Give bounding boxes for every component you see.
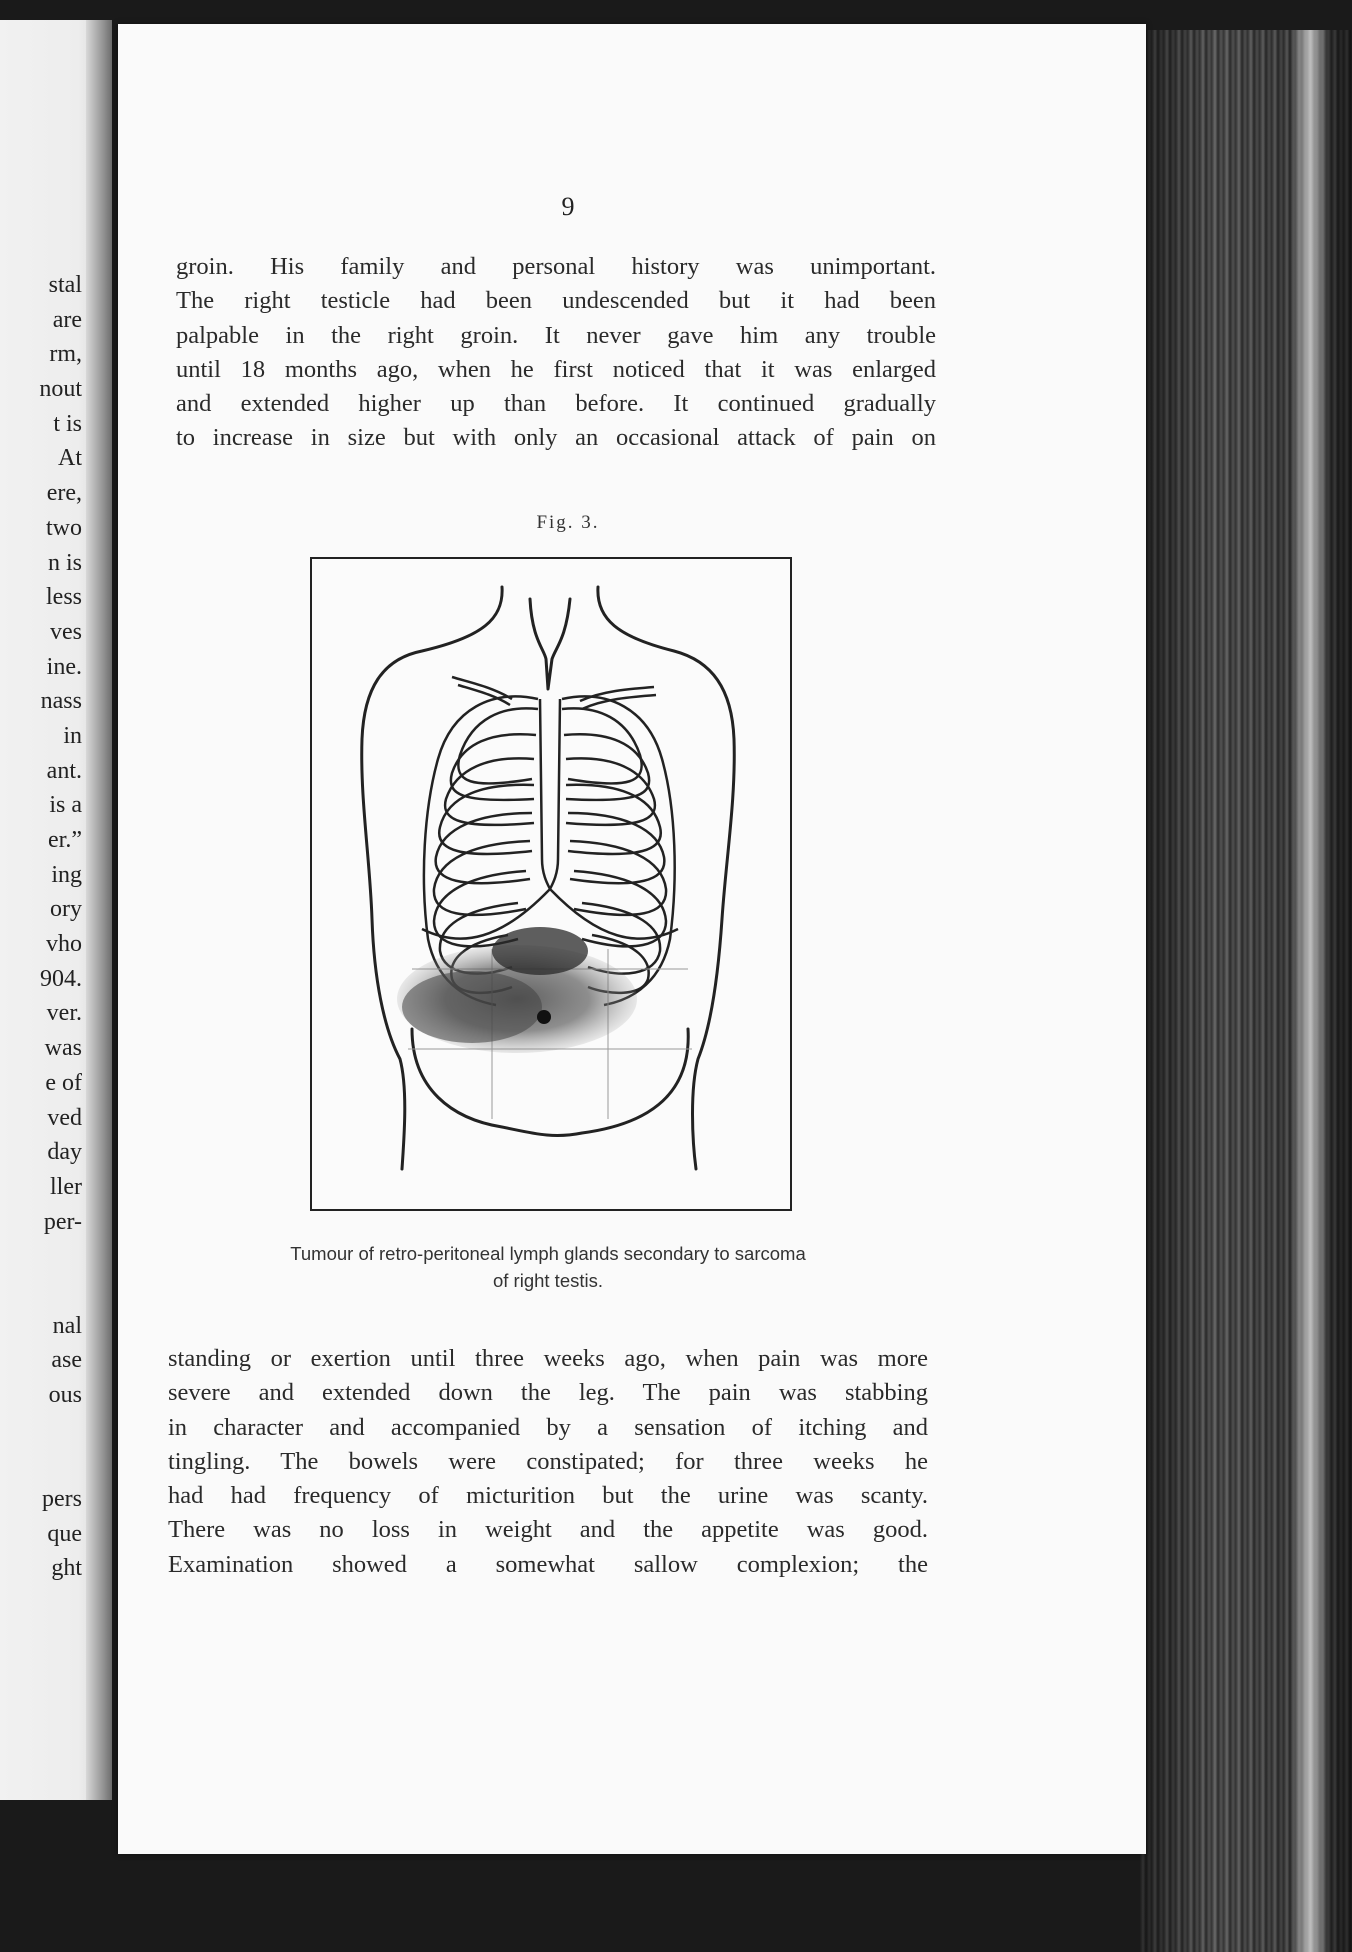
body-text-bottom — [168, 1342, 928, 1582]
left-fragment: is a — [49, 792, 82, 819]
text-line: and extended higher up than before. It continued gradually — [176, 390, 936, 418]
left-fragment: was — [44, 1035, 82, 1062]
umbilicus-mark — [537, 1010, 551, 1024]
torso-illustration — [312, 559, 790, 1209]
sternum — [422, 699, 678, 939]
text-line: to increase in size but with only an occasional attack of pain on — [176, 424, 936, 452]
left-fragment: ase — [51, 1347, 82, 1374]
left-fragment: ine. — [46, 653, 82, 680]
left-fragment: t is — [53, 410, 82, 437]
text-line: palpable in the right groin. It never gave him any trouble — [176, 321, 936, 349]
left-fragment: 904. — [40, 965, 82, 992]
left-fragment: ght — [51, 1555, 82, 1582]
figure-label: Fig. 3. — [536, 512, 600, 533]
left-fragment — [2, 1239, 82, 1274]
left-fragment: ous — [48, 1382, 82, 1408]
left-fragment: ory — [50, 896, 82, 923]
left-fragment: nass — [40, 688, 82, 715]
text-line: There was no loss in weight and the appetite was good. — [168, 1516, 928, 1544]
left-fragment: stal — [48, 272, 82, 298]
text-line: until 18 months ago, when he first noticed that it was enlarged — [176, 355, 936, 383]
text-line: groin. His family and personal history was unimportant. — [176, 253, 936, 280]
tumour-shading — [397, 927, 637, 1053]
anatomical-figure — [310, 557, 792, 1211]
left-fragment: ller — [50, 1173, 82, 1200]
page-gutter-shadow — [86, 20, 112, 1800]
previous-page-edge — [0, 20, 112, 1800]
left-fragment: rm, — [49, 341, 82, 368]
left-fragment: per- — [43, 1208, 82, 1235]
text-line: had had frequency of micturition but the urine was scanty. — [168, 1482, 928, 1510]
left-fragment: ves — [50, 618, 82, 645]
left-fragment — [2, 1274, 82, 1309]
text-line: severe and extended down the leg. The pain was stabbing — [168, 1379, 928, 1407]
left-fragment: ant. — [46, 757, 82, 784]
torso-outline — [362, 587, 735, 1169]
previous-page-text — [2, 268, 82, 1586]
book-page — [118, 24, 1146, 1854]
left-fragment: vho — [46, 931, 82, 958]
caption-line: Tumour of retro-peritoneal lymph glands secondary to sarcoma — [290, 1243, 806, 1264]
text-line: The right testicle had been undescended but it had been — [176, 287, 936, 315]
text-line: tingling. The bowels were constipated; for three weeks he — [168, 1447, 928, 1475]
body-text-top — [176, 250, 936, 456]
left-fragment: day — [47, 1139, 82, 1166]
caption-line: of right testis. — [492, 1270, 603, 1291]
left-fragment: in — [63, 722, 82, 749]
left-fragment: nout — [39, 376, 82, 403]
left-fragment — [2, 1447, 82, 1482]
left-fragment: que — [47, 1520, 82, 1547]
left-fragment: are — [52, 306, 82, 333]
left-fragment: e of — [45, 1069, 82, 1096]
book-page-edges — [1140, 30, 1352, 1952]
left-fragment: n is — [47, 549, 82, 576]
text-line: Examination showed a somewhat sallow complexion; the — [168, 1550, 928, 1578]
left-fragment — [2, 1413, 82, 1448]
left-fragment: two — [46, 514, 82, 541]
text-line: standing or exertion until three weeks ago, when pain was more — [168, 1345, 928, 1372]
figure-caption — [198, 1240, 898, 1294]
left-fragment: ver. — [46, 1000, 82, 1027]
left-fragment: er.” — [48, 827, 82, 853]
left-fragment: less — [46, 584, 82, 611]
left-fragment: ved — [47, 1104, 82, 1131]
left-fragment: ere, — [46, 480, 82, 507]
left-fragment: At — [58, 445, 82, 472]
left-fragment: pers — [42, 1486, 82, 1513]
edge-highlight — [1290, 30, 1330, 1952]
page-number: 9 — [561, 192, 575, 221]
left-fragment: ing — [51, 861, 82, 888]
left-fragment: nal — [52, 1312, 82, 1339]
text-line: in character and accompanied by a sensation of itching and — [168, 1413, 928, 1441]
